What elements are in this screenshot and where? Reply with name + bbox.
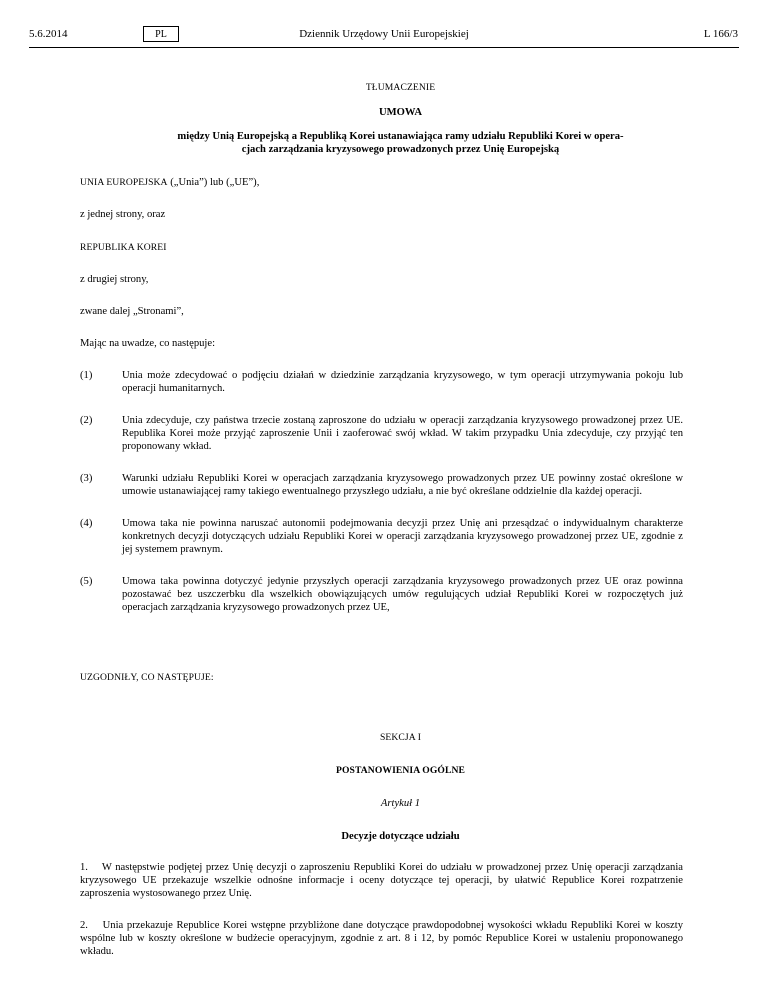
recital-item bbox=[80, 369, 683, 395]
subtitle-line-2: cjach zarządzania kryzysowego prowadzonych przez Unię Europejską bbox=[241, 144, 560, 155]
recital-number: (3) bbox=[80, 473, 93, 484]
recital-text: Umowa taka powinna dotyczyć jedynie przyszłych operacji zarządzania kryzysowego prowadzonych przez UE oraz powinna pozostawać bez uszczerbku dla wszelkich obowiązujących umów regulujących udział Republiki Korei w rozpoczętych już operacjach zarządzania kryzysowego prowadzonych przez UE, bbox=[122, 576, 683, 613]
party-one-caps: UNIA EUROPEJSKA bbox=[80, 177, 168, 188]
agreed-clause: UZGODNIŁY, CO NASTĘPUJE: bbox=[80, 672, 214, 683]
article-paragraph: 1. W następstwie podjętej przez Unię decyzji o zaproszeniu Republiki Korei do udziału w prowadzonej przez Unię operacji zarządzania kryzysowego UE przekazuje wszelkie odnośne informacje i oceny dotyczące tej operacji, by ułatwić Republice Korei rozpatrzenie zaproszenia wystosowanego przez Unię. bbox=[80, 862, 686, 899]
recitals-list bbox=[80, 369, 683, 614]
article-paragraph: 2. Unia przekazuje Republice Korei wstępne przybliżone dane dotyczące prawdopodobnej wysokości wkładu Republiki Korei w koszty wspólne lub w koszty określone w budżecie operacyjnym, zgodnie z art. 8 i 12, by pomóc Republice Korei w ustaleniu proponowanego wkładu. bbox=[80, 920, 686, 957]
recital-number: (5) bbox=[80, 576, 93, 587]
header-rule bbox=[29, 47, 739, 48]
publication-date: 5.6.2014 bbox=[29, 28, 68, 40]
recital-number: (4) bbox=[80, 518, 93, 529]
recital-item bbox=[80, 575, 683, 614]
subtitle-line-1: między Unią Europejską a Republiką Korei ustanawiająca ramy udziału Republiki Korei w opera- bbox=[177, 131, 624, 142]
party-one bbox=[80, 176, 683, 189]
journal-title: Dziennik Urzędowy Unii Europejskiej bbox=[299, 28, 469, 40]
party-two: REPUBLIKA KOREI bbox=[80, 242, 167, 253]
recital-item bbox=[80, 472, 683, 498]
called-parties: zwane dalej „Stronami”, bbox=[80, 306, 184, 317]
party-one-side: z jednej strony, oraz bbox=[80, 209, 166, 220]
recital-number: (2) bbox=[80, 415, 93, 426]
document-subtitle bbox=[118, 130, 683, 156]
language-code-box: PL bbox=[143, 26, 179, 42]
article-number: Artykuł 1 bbox=[380, 798, 421, 809]
recital-text: Warunki udziału Republiki Korei w operacjach zarządzania kryzysowego prowadzonych przez UE powinny zostać określone w umowie ustanawiającej ramy takiego ewentualnego przyszłego udziału, a nie być określane oddzielnie dla każdej operacji. bbox=[122, 473, 683, 497]
party-one-rest: („Unia”) lub („UE”), bbox=[167, 177, 260, 188]
section-title: POSTANOWIENIA OGÓLNE bbox=[336, 765, 465, 776]
considering: Mając na uwadze, co następuje: bbox=[80, 338, 216, 349]
document-body bbox=[80, 81, 686, 958]
recital-text: Unia zdecyduje, czy państwa trzecie zostaną zaproszone do udziału w operacji zarządzania kryzysowego prowadzonej przez UE. Republika Korei może przyjąć zaproszenie Unii i zaoferować swój wkład. W takim przypadku Unia zdecyduje, czy przyjąć ten proponowany wkład. bbox=[122, 415, 683, 452]
party-two-side: z drugiej strony, bbox=[80, 274, 149, 285]
document-title: UMOWA bbox=[379, 107, 422, 118]
article-paragraphs bbox=[80, 861, 686, 958]
recital-text: Unia może zdecydować o podjęciu działań w dziedzinie zarządzania kryzysowego, w tym operacji utrzymywania pokoju lub operacji humanitarnych. bbox=[122, 370, 683, 394]
translation-label: TŁUMACZENIE bbox=[365, 82, 436, 93]
article-title: Decyzje dotyczące udziału bbox=[341, 831, 460, 842]
recital-number: (1) bbox=[80, 370, 93, 381]
recital-item bbox=[80, 517, 683, 556]
recital-text: Umowa taka nie powinna naruszać autonomii podejmowania decyzji przez Unię ani przesądzać o indywidualnym charakterze konkretnych decyzji dotyczących udziału Republiki Korei w operacji zarządzania kryzysowego prowadzonej przez UE, zgodnie z jej systemem prawnym. bbox=[122, 518, 683, 555]
page-reference: L 166/3 bbox=[703, 28, 738, 40]
section-number: SEKCJA I bbox=[379, 732, 422, 743]
recital-item bbox=[80, 414, 683, 453]
